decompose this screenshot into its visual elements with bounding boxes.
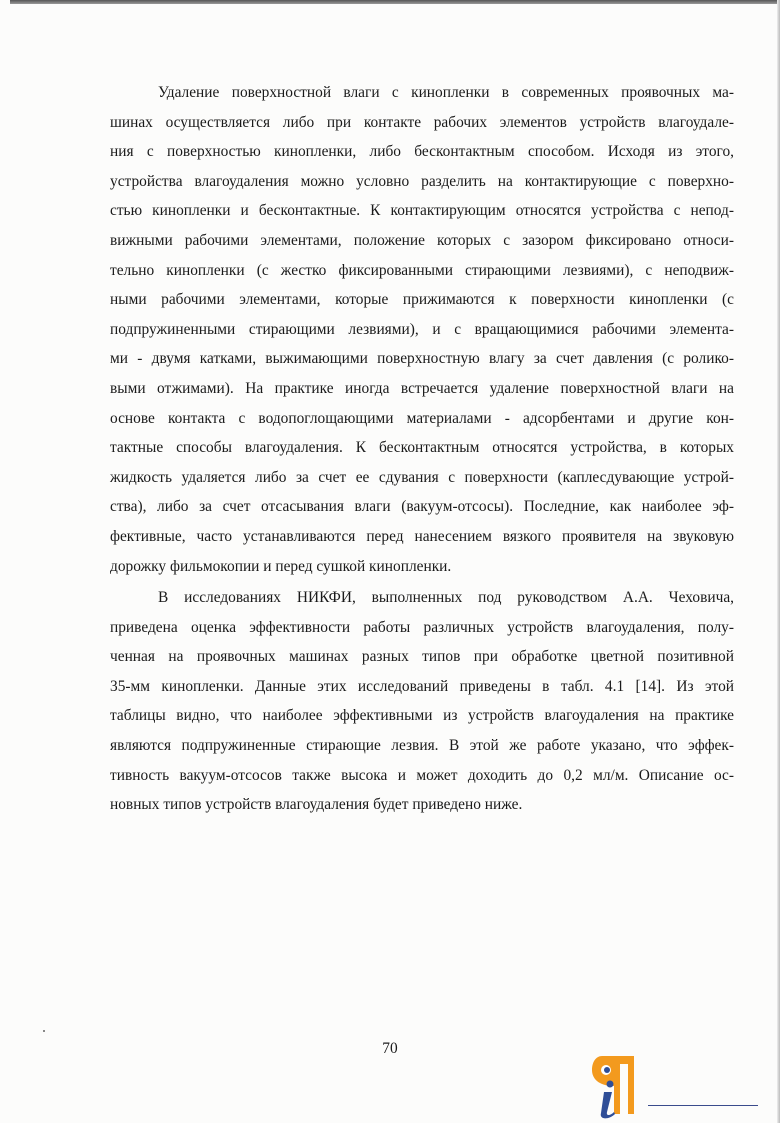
text-line: устройства влагоудаления можно условно разделить на контактирующие с поверхно- [110,172,734,190]
page-number: 70 [382,1040,398,1057]
text-line: ми - двумя катками, выжимающими поверхностную влагу за счет давления (с ролико- [110,350,734,368]
text-line: выми отжимами). На практике иногда встречается удаление поверхностной влаги на [110,379,734,397]
text-line: В исследованиях НИКФИ, выполненных под руководством А.А. Чеховича, [158,589,734,607]
text-line: тельно кинопленки (с жестко фиксированными стирающими лезвиями), с неподвиж- [110,261,734,279]
text-line: фективные, часто устанавливаются перед нанесением вязкого проявителя на звуковую [110,527,734,545]
text-line: жидкость удаляется либо за счет ее сдувания с поверхности (каплесдувающие устрой- [110,468,734,486]
scan-edge [10,0,780,4]
text-line: ченная на проявочных машинах разных типов при обработке цветной позитивной [110,648,734,666]
text-line: таблицы видно, что наиболее эффективными из устройств влагоудаления на практике [110,707,734,725]
text-line: 35-мм кинопленки. Данные этих исследований приведены в табл. 4.1 [14]. Из этой [110,677,734,695]
logo-underline [648,1105,758,1106]
text-line: шинах осуществляется либо при контакте рабочих элементов устройств влагоудале- [110,113,734,131]
text-line: являются подпружиненные стирающие лезвия. В этой же работе указано, что эффек- [110,737,734,755]
text-line: Удаление поверхностной влаги с кинопленки в современных проявочных ма- [158,84,734,101]
paragraph-2 [110,583,734,820]
text-line: дорожку фильмокопии и перед сушкой кинопленки. [110,557,452,575]
text-line: вижными рабочими элементами, положение которых с зазором фиксировано относи- [110,231,734,249]
text-line: тактные способы влагоудаления. К бесконтактным относятся устройства, в которых [110,439,734,457]
publisher-logo-icon [588,1050,648,1120]
scan-speck [43,1030,45,1032]
text-line: ства), либо за счет отсасывания влаги (вакуум-отсосы). Последние, как наиболее эф- [110,498,734,516]
text-line: ными рабочими элементами, которые прижимаются к поверхности кинопленки (с [110,291,734,309]
text-line: новных типов устройств влагоудаления будет приведено ниже. [110,796,523,814]
body-text [110,78,734,820]
text-line: подпружиненными стирающими лезвиями), и с вращающимися рабочими элемента- [110,320,734,338]
text-line: ния с поверхностью кинопленки, либо бесконтактным способом. Исходя из этого, [110,143,734,161]
text-line: стью кинопленки и бесконтактные. К контактирующим относятся устройства с непод- [110,202,734,220]
text-line: основе контакта с водопоглощающими материалами - адсорбентами и другие кон- [110,409,734,427]
paragraph-1 [110,78,734,581]
text-line: тивность вакуум-отсосов также высока и может доходить до 0,2 мл/м. Описание ос- [110,766,734,784]
text-line: приведена оценка эффективности работы различных устройств влагоудаления, полу- [110,618,734,636]
